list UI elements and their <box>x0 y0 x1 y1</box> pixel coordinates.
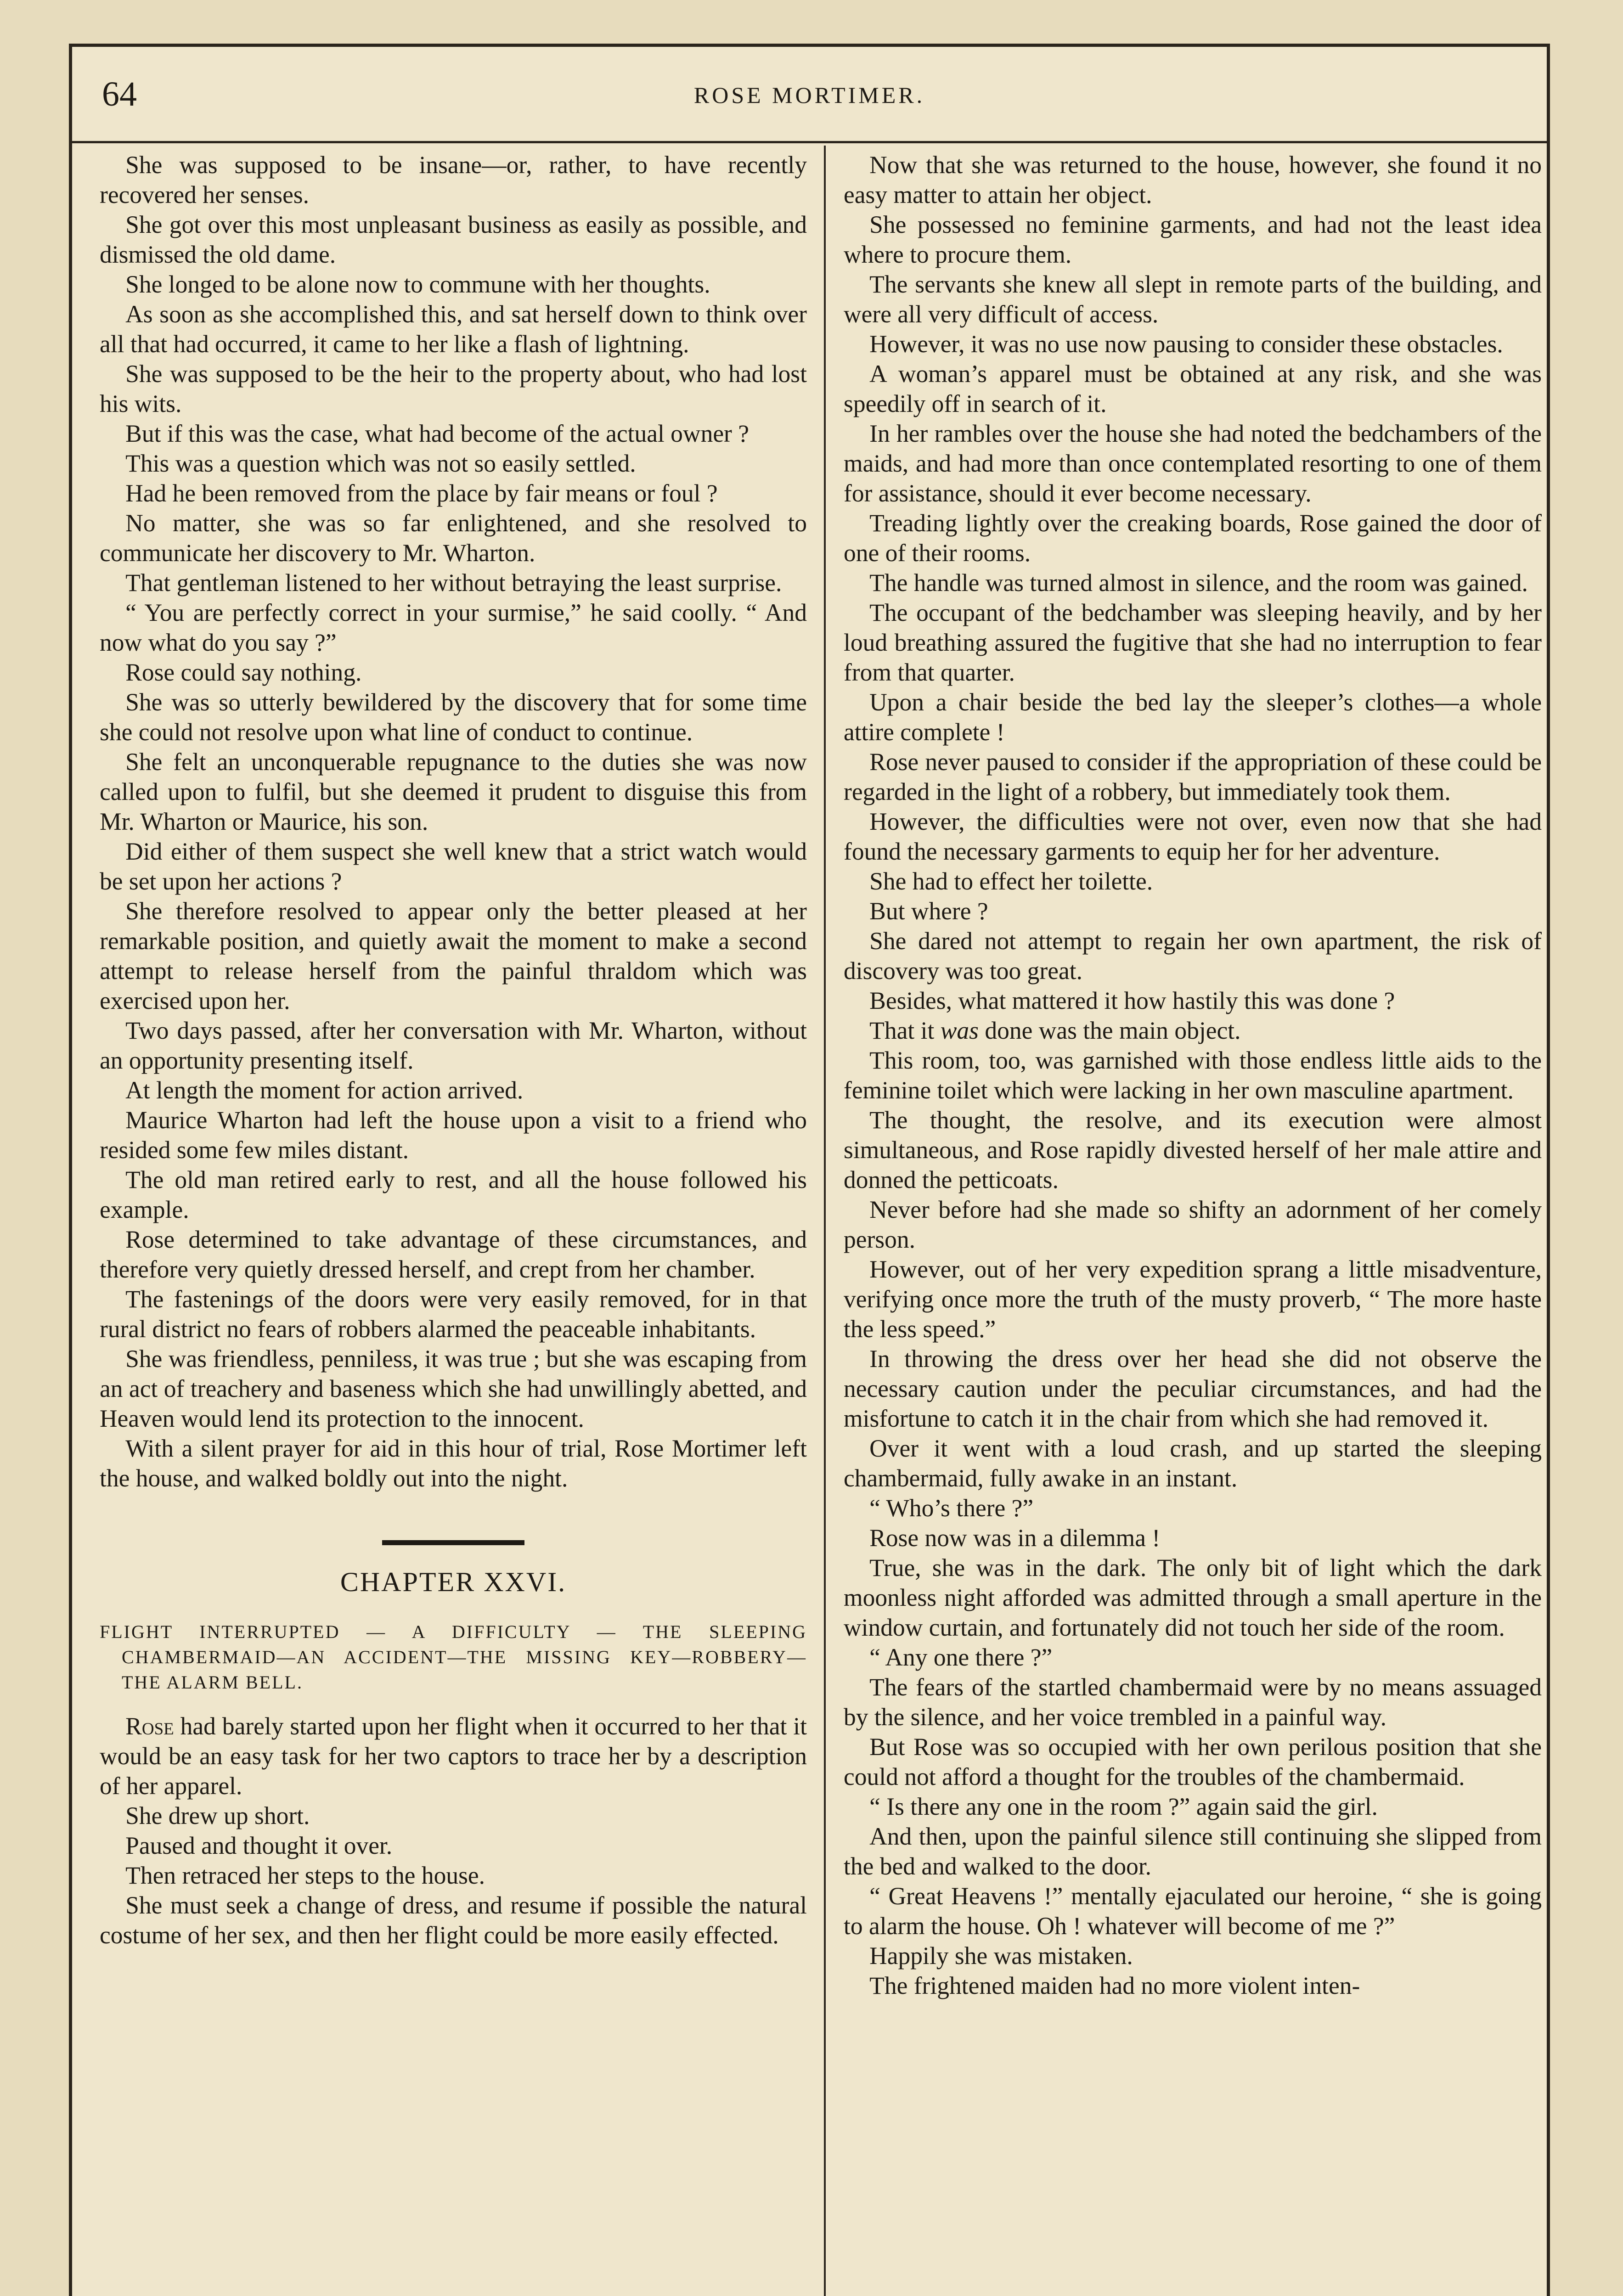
chapter-divider-rule <box>382 1540 524 1545</box>
paragraph: Had he been removed from the place by fair means or foul ? <box>125 479 718 507</box>
paragraph: The old man retired early to rest, and all the house followed his example. <box>100 1166 807 1223</box>
paragraph: Now that she was returned to the house, however, she found it no easy matter to attain her object. <box>844 151 1542 208</box>
paragraph: The servants she knew all slept in remote parts of the building, and were all very difficult of access. <box>844 270 1542 328</box>
paragraph: With a silent prayer for aid in this hour of trial, Rose Mortimer left the house, and walked boldly out into the night. <box>100 1435 807 1492</box>
paragraph: Did either of them suspect she well knew that a strict watch would be set upon her actions ? <box>100 838 807 895</box>
paragraph: “ Great Heavens !” mentally ejaculated our heroine, “ she is going to alarm the house. Oh ! whatever will become of me ?” <box>844 1882 1542 1940</box>
left-paragraphs-after <box>100 1801 807 1950</box>
paragraph: That gentleman listened to her without betraying the least surprise. <box>125 569 782 597</box>
right-column <box>844 150 1542 2296</box>
paragraph: And then, upon the painful silence still continuing she slipped from the bed and walked to the door. <box>844 1823 1542 1880</box>
paragraph: She possessed no feminine garments, and had not the least idea where to procure them. <box>844 211 1542 268</box>
chapter-first-paragraph-text: had barely started upon her flight when it occurred to her that it would be an easy task for her two captors to trace her by a description of her apparel. <box>100 1712 807 1800</box>
paragraph: She must seek a change of dress, and resume if possible the natural costume of her sex, and then her flight could be more easily effected. <box>100 1891 807 1949</box>
paragraph: However, out of her very expedition sprang a little misadventure, verifying once more the truth of the musty proverb, “ The more haste the less speed.” <box>844 1255 1542 1343</box>
paragraph: Upon a chair beside the bed lay the sleeper’s clothes—a whole attire complete ! <box>844 688 1542 746</box>
right-paragraphs-a <box>844 150 1542 1016</box>
chapter-first-word: Rose <box>125 1712 174 1740</box>
paragraph: In her rambles over the house she had noted the bedchambers of the maids, and had more than once contemplated resorting to one of them for assistance, should it ever become necessary. <box>844 420 1542 507</box>
paragraph: She was friendless, penniless, it was true ; but she was escaping from an act of treachery and baseness which she had unwillingly abetted, and Heaven would lend its protection to the innocent. <box>100 1345 807 1432</box>
paragraph: The frightened maiden had no more violent inten- <box>869 1972 1360 1999</box>
paragraph: As soon as she accomplished this, and sat herself down to think over all that had occurred, it came to her like a flash of lightning. <box>100 300 807 358</box>
paragraph: She drew up short. <box>125 1802 310 1829</box>
paragraph: She therefore resolved to appear only the better pleased at her remarkable position, and quietly await the moment to make a second attempt to release herself from the painful thraldom which was exercised upon her. <box>100 897 807 1014</box>
paragraph: This room, too, was garnished with those endless little aids to the feminine toilet which were lacking in her own masculine apartment. <box>844 1047 1542 1104</box>
paragraph: This was a question which was not so easily settled. <box>125 450 636 477</box>
page-header <box>72 74 1547 134</box>
chapter-first-paragraph <box>100 1711 807 1801</box>
paragraph: Over it went with a loud crash, and up started the sleeping chambermaid, fully awake in an instant. <box>844 1435 1542 1492</box>
paragraph: She felt an unconquerable repugnance to the duties she was now called upon to fulfil, but she deemed it prudent to disguise this from Mr. Wharton or Maurice, his son. <box>100 748 807 835</box>
paragraph: The fears of the startled chambermaid were by no means assuaged by the silence, and her voice trembled in a painful way. <box>844 1673 1542 1731</box>
italic-line-post: done was the main object. <box>978 1017 1241 1044</box>
paragraph: She was supposed to be the heir to the property about, who had lost his wits. <box>100 360 807 417</box>
paragraph: She was so utterly bewildered by the discovery that for some time she could not resolve upon what line of conduct to continue. <box>100 688 807 746</box>
paragraph: She dared not attempt to regain her own apartment, the risk of discovery was too great. <box>844 927 1542 985</box>
paragraph: Maurice Wharton had left the house upon a visit to a friend who resided some few miles distant. <box>100 1106 807 1164</box>
left-column <box>100 150 807 2296</box>
paragraph: No matter, she was so far enlightened, and she resolved to communicate her discovery to Mr. Wharton. <box>100 509 807 567</box>
paragraph: The occupant of the bedchamber was sleeping heavily, and by her loud breathing assured the fugitive that she had no interruption to fear from that quarter. <box>844 599 1542 686</box>
paragraph: But Rose was so occupied with her own perilous position that she could not afford a thought for the troubles of the chambermaid. <box>844 1733 1542 1790</box>
italic-line-em: was <box>940 1017 979 1044</box>
paragraph: In throwing the dress over her head she did not observe the necessary caution under the peculiar circumstances, and had the misfortune to catch it in the chair from which she had removed it. <box>844 1345 1542 1432</box>
paragraph: “ Is there any one in the room ?” again said the girl. <box>869 1793 1378 1820</box>
paragraph: A woman’s apparel must be obtained at any risk, and she was speedily off in search of it. <box>844 360 1542 417</box>
paragraph: Happily she was mistaken. <box>869 1942 1133 1970</box>
paragraph: Rose now was in a dilemma ! <box>869 1524 1161 1552</box>
paragraph: She had to effect her toilette. <box>869 867 1153 895</box>
page-frame <box>69 44 1550 2296</box>
paragraph: But if this was the case, what had become of the actual owner ? <box>125 420 749 447</box>
paragraph: However, the difficulties were not over, even now that she had found the necessary garments to equip her for her adventure. <box>844 808 1542 865</box>
chapter-title: CHAPTER XXVI. <box>340 1567 567 1597</box>
paragraph: True, she was in the dark. The only bit of light which the dark moonless night afforded was admitted through a small aperture in the window curtain, and fortunately did not touch her side of the room. <box>844 1554 1542 1641</box>
paragraph: “ Any one there ?” <box>869 1643 1053 1671</box>
right-paragraphs-b <box>844 1046 1542 2001</box>
italic-emphasis-paragraph <box>844 1016 1542 1046</box>
paragraph: The fastenings of the doors were very easily removed, for in that rural district no fears of robbers alarmed the peaceable inhabitants. <box>100 1285 807 1343</box>
paragraph: Treading lightly over the creaking boards, Rose gained the door of one of their rooms. <box>844 509 1542 567</box>
paragraph: Then retraced her steps to the house. <box>125 1862 485 1889</box>
column-divider <box>824 146 826 2296</box>
paragraph: At length the moment for action arrived. <box>125 1076 524 1104</box>
paragraph: The handle was turned almost in silence, and the room was gained. <box>869 569 1528 597</box>
paragraph: Rose determined to take advantage of these circumstances, and therefore very quietly dressed herself, and crept from her chamber. <box>100 1226 807 1283</box>
paragraph: “ You are perfectly correct in your surmise,” he said coolly. “ And now what do you say ?” <box>100 599 807 656</box>
paragraph: Besides, what mattered it how hastily this was done ? <box>869 987 1395 1014</box>
page-number: 64 <box>102 75 137 113</box>
paragraph: She was supposed to be insane—or, rather, to have recently recovered her senses. <box>100 151 807 208</box>
left-paragraphs-before <box>100 150 807 1493</box>
paragraph: Rose could say nothing. <box>125 658 362 686</box>
paragraph: Paused and thought it over. <box>125 1832 393 1859</box>
paragraph: The thought, the resolve, and its execution were almost simultaneous, and Rose rapidly divested herself of her male attire and donned the petticoats. <box>844 1106 1542 1193</box>
italic-line-pre: That it <box>869 1017 941 1044</box>
paragraph: She longed to be alone now to commune with her thoughts. <box>125 270 710 298</box>
paragraph: Never before had she made so shifty an adornment of her comely person. <box>844 1196 1542 1253</box>
chapter-synopsis: FLIGHT INTERRUPTED — A DIFFICULTY — THE SLEEPING CHAMBERMAID—AN ACCIDENT—THE MISSING KEY—ROBBERY—THE ALARM BELL. <box>100 1621 807 1693</box>
header-rule <box>72 141 1547 143</box>
paragraph: “ Who’s there ?” <box>869 1494 1034 1522</box>
paragraph: She got over this most unpleasant business as easily as possible, and dismissed the old dame. <box>100 211 807 268</box>
running-title: ROSE MORTIMER. <box>693 82 925 108</box>
paragraph: However, it was no use now pausing to consider these obstacles. <box>869 330 1503 358</box>
paragraph: But where ? <box>869 897 988 925</box>
paragraph: Rose never paused to consider if the appropriation of these could be regarded in the light of a robbery, but immediately took them. <box>844 748 1542 805</box>
paragraph: Two days passed, after her conversation with Mr. Wharton, without an opportunity presenting itself. <box>100 1017 807 1074</box>
